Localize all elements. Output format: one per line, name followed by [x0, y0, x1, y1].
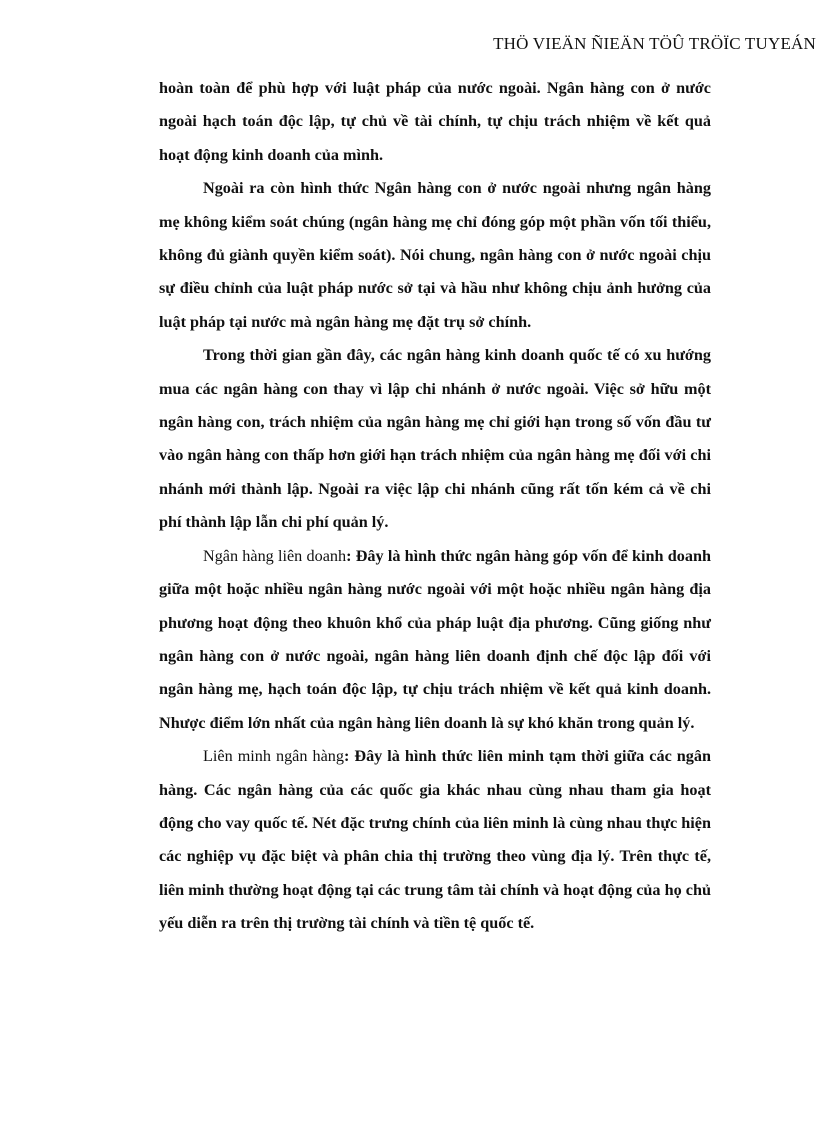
header-title: THÖ VIEÄN ÑIEÄN TÖÛ TRÖÏC TUYEÁN — [493, 34, 816, 53]
paragraph-text: : Đây là hình thức liên minh tạm thời giữa các ngân hàng. Các ngân hàng của các quốc gia khác nhau cùng nhau tham gia hoạt động cho vay quốc tế. Nét đặc trưng chính của liên minh là cùng nhau thực hiện các nghiệp vụ đặc biệt và phân chia thị trường theo vùng địa lý. Trên thực tế, liên minh thường hoạt động tại các trung tâm tài chính và hoạt động của họ chủ yếu diễn ra trên thị trường tài chính và tiền tệ quốc tế. — [159, 747, 711, 933]
page-header — [493, 34, 816, 54]
paragraph-continuation — [159, 72, 711, 172]
term-bank-consortium: Liên minh ngân hàng — [203, 747, 344, 766]
paragraph-text: hoàn toàn để phù hợp với luật pháp của nước ngoài. Ngân hàng con ở nước ngoài hạch toán độc lập, tự chủ về tài chính, tự chịu trách nhiệm về kết quả hoạt động kinh doanh của mình. — [159, 79, 711, 164]
paragraph-text: Trong thời gian gần đây, các ngân hàng kinh doanh quốc tế có xu hướng mua các ngân hàng con thay vì lập chi nhánh ở nước ngoài. Việc sở hữu một ngân hàng con, trách nhiệm của ngân hàng mẹ chỉ giới hạn trong số vốn đầu tư vào ngân hàng con thấp hơn giới hạn trách nhiệm của ngân hàng mẹ đối với chi nhánh mới thành lập. Ngoài ra việc lập chi nhánh cũng rất tốn kém cả về chi phí thành lập lẫn chi phí quản lý. — [159, 346, 711, 532]
paragraph-recent-trend — [159, 339, 711, 539]
paragraph-text: : Đây là hình thức ngân hàng góp vốn để kinh doanh giữa một hoặc nhiều ngân hàng nước ngoài với một hoặc nhiều ngân hàng địa phương hoạt động theo khuôn khổ của pháp luật địa phương. Cũng giống như ngân hàng con ở nước ngoài, ngân hàng liên doanh định chế độc lập đối với ngân hàng mẹ, hạch toán độc lập, tự chịu trách nhiệm về kết quả kinh doanh. Nhược điểm lớn nhất của ngân hàng liên doanh là sự khó khăn trong quản lý. — [159, 546, 711, 732]
paragraph-joint-venture — [159, 540, 711, 740]
paragraph-subsidiary-control — [159, 172, 711, 339]
term-joint-venture-bank: Ngân hàng liên doanh — [203, 546, 347, 565]
paragraph-text: Ngoài ra còn hình thức Ngân hàng con ở nước ngoài nhưng ngân hàng mẹ không kiểm soát chúng (ngân hàng mẹ chỉ đóng góp một phần vốn tối thiểu, không đủ giành quyền kiểm soát). Nói chung, ngân hàng con ở nước ngoài chịu sự điều chỉnh của luật pháp nước sở tại và hầu như không chịu ảnh hưởng của luật pháp tại nước mà ngân hàng mẹ đặt trụ sở chính. — [159, 179, 711, 331]
document-body — [159, 72, 711, 941]
paragraph-bank-consortium — [159, 740, 711, 940]
